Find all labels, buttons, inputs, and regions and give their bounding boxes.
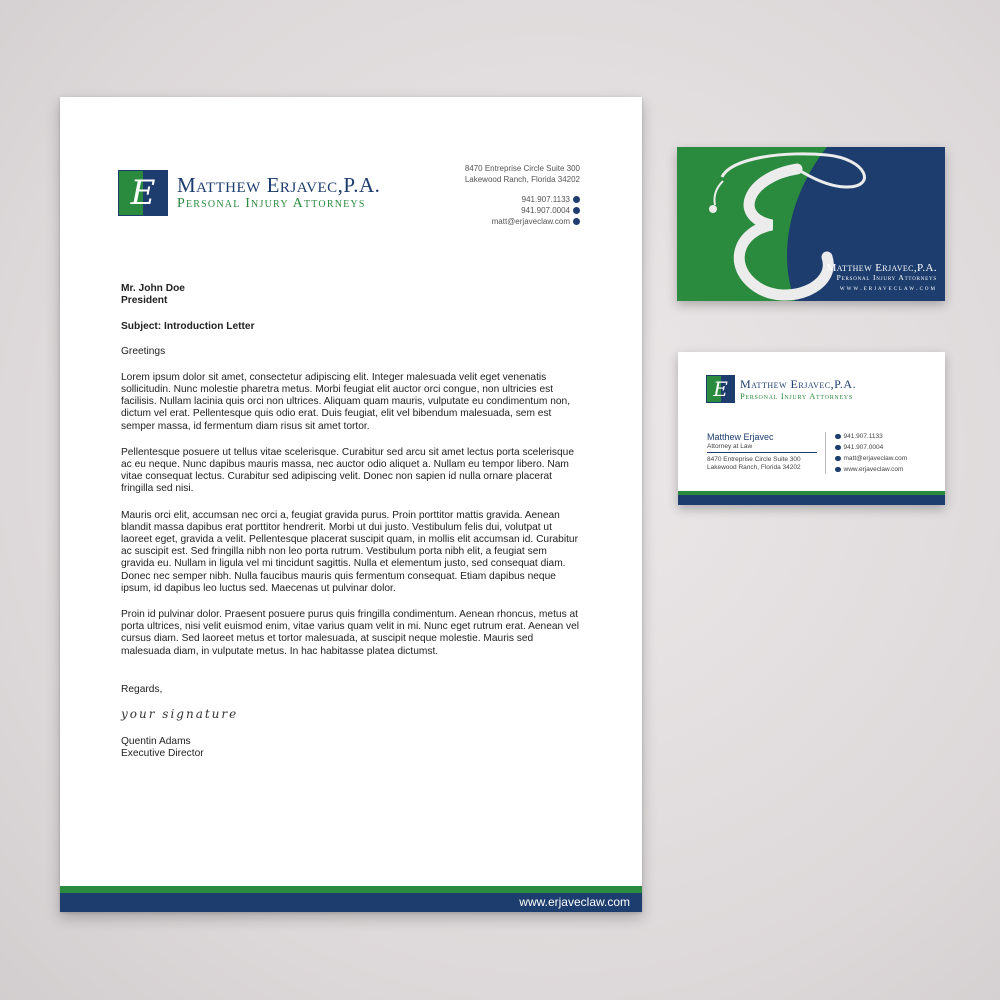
letterhead-contact-block (465, 163, 580, 227)
card-person-title: Attorney at Law (707, 443, 753, 450)
letter-paragraph: Lorem ipsum dolor sit amet, consectetur adipiscing elit. Integer malesuada velit eget venenatis sollicitudin. Nunc molestie pharetra metus. Morbi feugiat elit auctor orci congue, non ultricies est facilisis. Nullam lacinia quis orci non ultrices. Aliquam quam mauris, vulputate eu condimentum non, dictum vel erat. Pellentesque quis odio erat. Duis feugiat, elit vel bibendum malesuada, sem est semper massa, id fermentum diam risus sit amet tortor. (121, 371, 571, 432)
phone-number: 941.907.1133 (521, 195, 570, 204)
fax-icon (835, 445, 841, 451)
card-address-line-2: Lakewood Ranch, Florida 34202 (707, 464, 801, 471)
letter-body (121, 283, 581, 760)
card-person-block (707, 432, 817, 472)
card-fax: 941.907.0004 (843, 444, 884, 451)
monogram-logo (118, 170, 168, 216)
address-line-2: Lakewood Ranch, Florida 34202 (464, 175, 580, 184)
letter-paragraph: Mauris orci elit, accumsan nec orci a, feugiat gravida purus. Proin porttitor mattis gravida. Aenean blandit massa dapibus erat porttitor hendrerit. Morbi ut dui justo. Vestibulum felis dui, volutpat ut laoreet eget, gravida a velit. Pellentesque placerat suscipit quam, in mollis elit accumsan id. Curabitur ac suscipit est. Sed fringilla nibh non leo porta rutrum. Vestibulum porta nibh elit, a feugiat sem gravida eu. Nullam in ligula vel mi tincidunt sagittis. Nulla et elementum justo, sed consequat diam. Donec nec semper nibh. Nulla faucibus mauris quis fermentum consequat. Etiam dapibus neque ipsum, id dapibus leo luctus sed. Maecenas ut pulvinar dolor. (121, 509, 578, 594)
email-icon (835, 456, 841, 462)
firm-tagline: Personal Injury Attorneys (177, 196, 366, 211)
card-front-firm-name: Matthew Erjavec,P.A. (826, 262, 937, 274)
email-address: matt@erjaveclaw.com (491, 217, 570, 226)
firm-name: Matthew Erjavec,P.A. (740, 376, 857, 391)
signature: your signature (121, 707, 239, 722)
firm-name: Matthew Erjavec,P.A. (177, 173, 381, 197)
footer-website: www.erjaveclaw.com (519, 895, 630, 909)
phone-icon (573, 196, 580, 203)
letter-paragraph: Pellentesque posuere ut tellus vitae scelerisque. Curabitur sed arcu sit amet lectus porta scelerisque ac eu neque. Nunc dapibus mauris massa, nec auctor odio aliquet a. Nullam eu tempor libero. Nam vitae consequat lectus. Curabitur sed adipiscing velit. Donec non sapien id nulla ornare placerat fringilla sed nisi. (121, 446, 575, 495)
card-contact-block (835, 431, 907, 475)
letter-greeting: Greetings (121, 345, 166, 357)
phone-icon (835, 434, 841, 440)
card-phone: 941.907.1133 (843, 433, 883, 440)
card-navy-band (678, 495, 945, 505)
monogram-logo (706, 375, 735, 403)
letter-subject: Subject: Introduction Letter (121, 321, 255, 333)
monogram-letter: E (130, 173, 156, 213)
globe-icon (835, 467, 841, 473)
card-address-line-1: 8470 Entreprise Circle Suite 300 (707, 456, 801, 463)
letter-paragraph: Proin id pulvinar dolor. Praesent posuere purus quis fringilla condimentum. Aenean rhoncus, metus at porta ultrices, nisi velit euismod enim, vitae varius quam velit in mi. Nunc eget rutrum erat. Aenean vel cursus diam. Sed laoreet metus et tortor malesuada, at suscipit neque molestie. Mauris sed malesuada diam, in vulputate metus. In hac habitasse platea dictumst. (121, 609, 580, 657)
firm-tagline: Personal Injury Attorneys (740, 390, 853, 401)
recipient-title: President (121, 295, 168, 307)
signer-name: Quentin Adams (121, 736, 191, 748)
letterhead-page (60, 97, 642, 912)
card-website: www.erjaveclaw.com (843, 466, 904, 473)
letterhead-logo (118, 170, 380, 216)
monogram-letter: E (713, 377, 728, 401)
signer-title: Executive Director (121, 748, 204, 760)
business-card-front (677, 147, 945, 301)
card-email: matt@erjaveclaw.com (843, 455, 908, 462)
email-icon (573, 218, 580, 225)
card-divider (825, 432, 826, 474)
address-line-1: 8470 Entreprise Circle Suite 300 (464, 164, 580, 173)
letter-closing: Regards, (121, 683, 163, 695)
card-back-logo (706, 375, 856, 403)
card-person-name: Matthew Erjavec (707, 432, 774, 442)
footer-green-stripe (60, 886, 642, 893)
business-card-back (678, 352, 945, 505)
card-front-url: www.erjaveclaw.com (839, 285, 937, 292)
card-front-tagline: Personal Injury Attorneys (836, 273, 937, 282)
recipient-name: Mr. John Doe (121, 283, 185, 294)
fax-icon (573, 207, 580, 214)
fax-number: 941.907.0004 (521, 206, 570, 215)
